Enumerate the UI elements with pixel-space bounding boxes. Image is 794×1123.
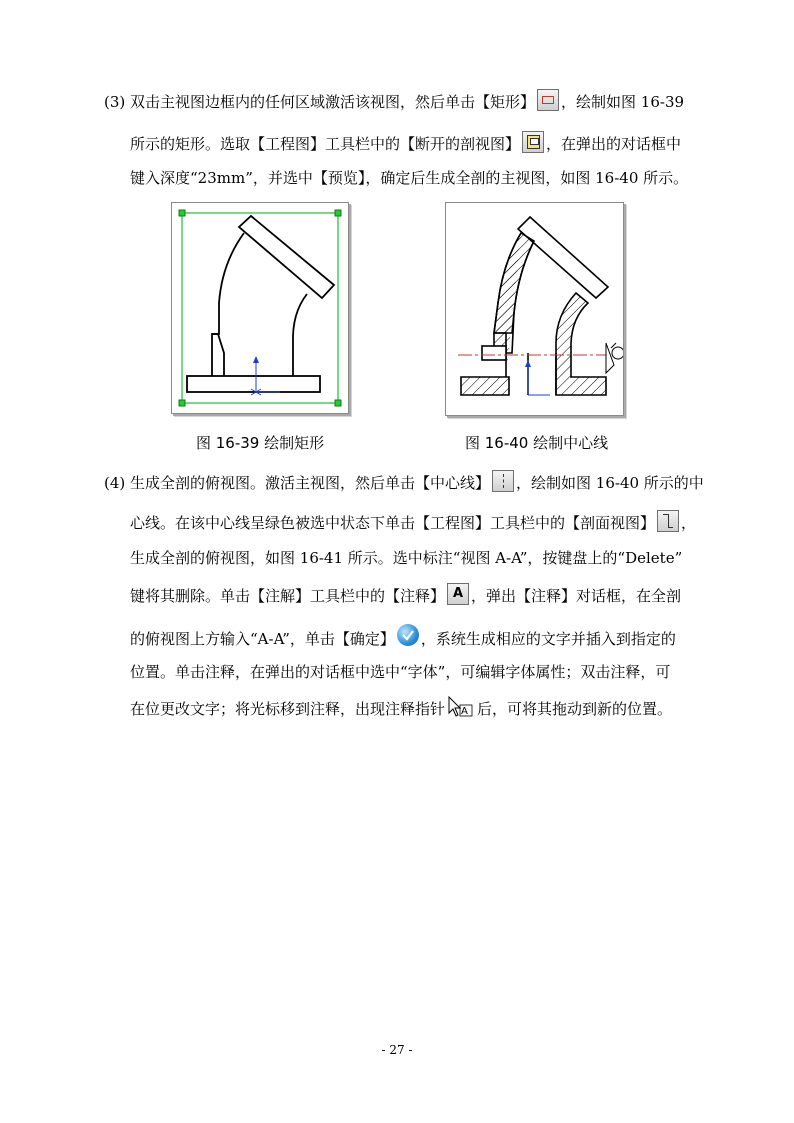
step3-text: ，在弹出的对话框中 xyxy=(546,135,682,153)
step4-text: 的俯视图上方输入“A-A”，单击【确定】 xyxy=(130,630,395,648)
draw-rectangle-drawing xyxy=(172,203,348,413)
step4-line-7 xyxy=(130,699,672,721)
svg-text:A: A xyxy=(461,706,468,717)
step4-text: ，系统生成相应的文字并插入到指定的 xyxy=(420,630,676,648)
centerline-tool-icon xyxy=(492,470,514,492)
step4-text: ，绘制如图 16-40 所示的中 xyxy=(516,474,704,492)
step4-text: ，弹出【注释】对话框，在全剖 xyxy=(471,587,682,605)
step4-line-6: 位置。单击注释，在弹出的对话框中选中“字体”，可编辑字体属性；双击注释，可 xyxy=(130,663,671,681)
note-pointer-icon xyxy=(447,696,475,718)
step4-text: 心线。在该中心线呈绿色被选中状态下单击【工程图】工具栏中的【剖面视图】 xyxy=(130,514,656,532)
step4-text: (4) 生成全剖的俯视图。激活主视图，然后单击【中心线】 xyxy=(104,474,491,492)
step4-line-3: 生成全剖的俯视图，如图 16-41 所示。选中标注“视图 A-A”，按键盘上的“Delete” xyxy=(130,549,683,567)
section-view-icon xyxy=(657,510,679,532)
figure-16-39 xyxy=(171,202,349,414)
page-number: - 27 - xyxy=(381,1043,413,1057)
step3-line-1 xyxy=(104,92,684,114)
step4-line-4 xyxy=(130,586,681,608)
step3-text: (3) 双击主视图边框内的任何区域激活该视图，然后单击【矩形】 xyxy=(104,93,536,111)
step4-text: 后，可将其拖动到新的位置。 xyxy=(477,700,673,718)
step3-line-2 xyxy=(130,134,681,156)
figure-16-39-caption: 图 16-39 绘制矩形 xyxy=(196,434,325,452)
step4-line-1 xyxy=(104,473,704,495)
step3-text: 所示的矩形。选取【工程图】工具栏中的【断开的剖视图】 xyxy=(130,135,521,153)
step4-text: 在位更改文字；将光标移到注释，出现注释指针 xyxy=(130,700,446,718)
step3-line-3: 键入深度“23mm”，并选中【预览】，确定后生成全剖的主视图，如图 16-40 所示。 xyxy=(130,169,689,187)
broken-out-section-icon xyxy=(522,131,544,153)
note-tool-icon xyxy=(447,583,469,605)
draw-centerline-drawing xyxy=(446,203,623,415)
step4-line-2 xyxy=(130,513,696,535)
step4-line-5 xyxy=(130,629,676,651)
step4-text: 键将其删除。单击【注解】工具栏中的【注释】 xyxy=(130,587,446,605)
figure-16-40 xyxy=(445,202,624,416)
step3-text: ，绘制如图 16-39 xyxy=(561,93,685,111)
note-icon-glyph: A xyxy=(452,586,464,601)
figure-16-40-caption: 图 16-40 绘制中心线 xyxy=(465,434,609,452)
step4-text: ， xyxy=(681,514,697,532)
rectangle-tool-icon xyxy=(537,89,559,111)
ok-checkmark-icon xyxy=(397,624,419,646)
